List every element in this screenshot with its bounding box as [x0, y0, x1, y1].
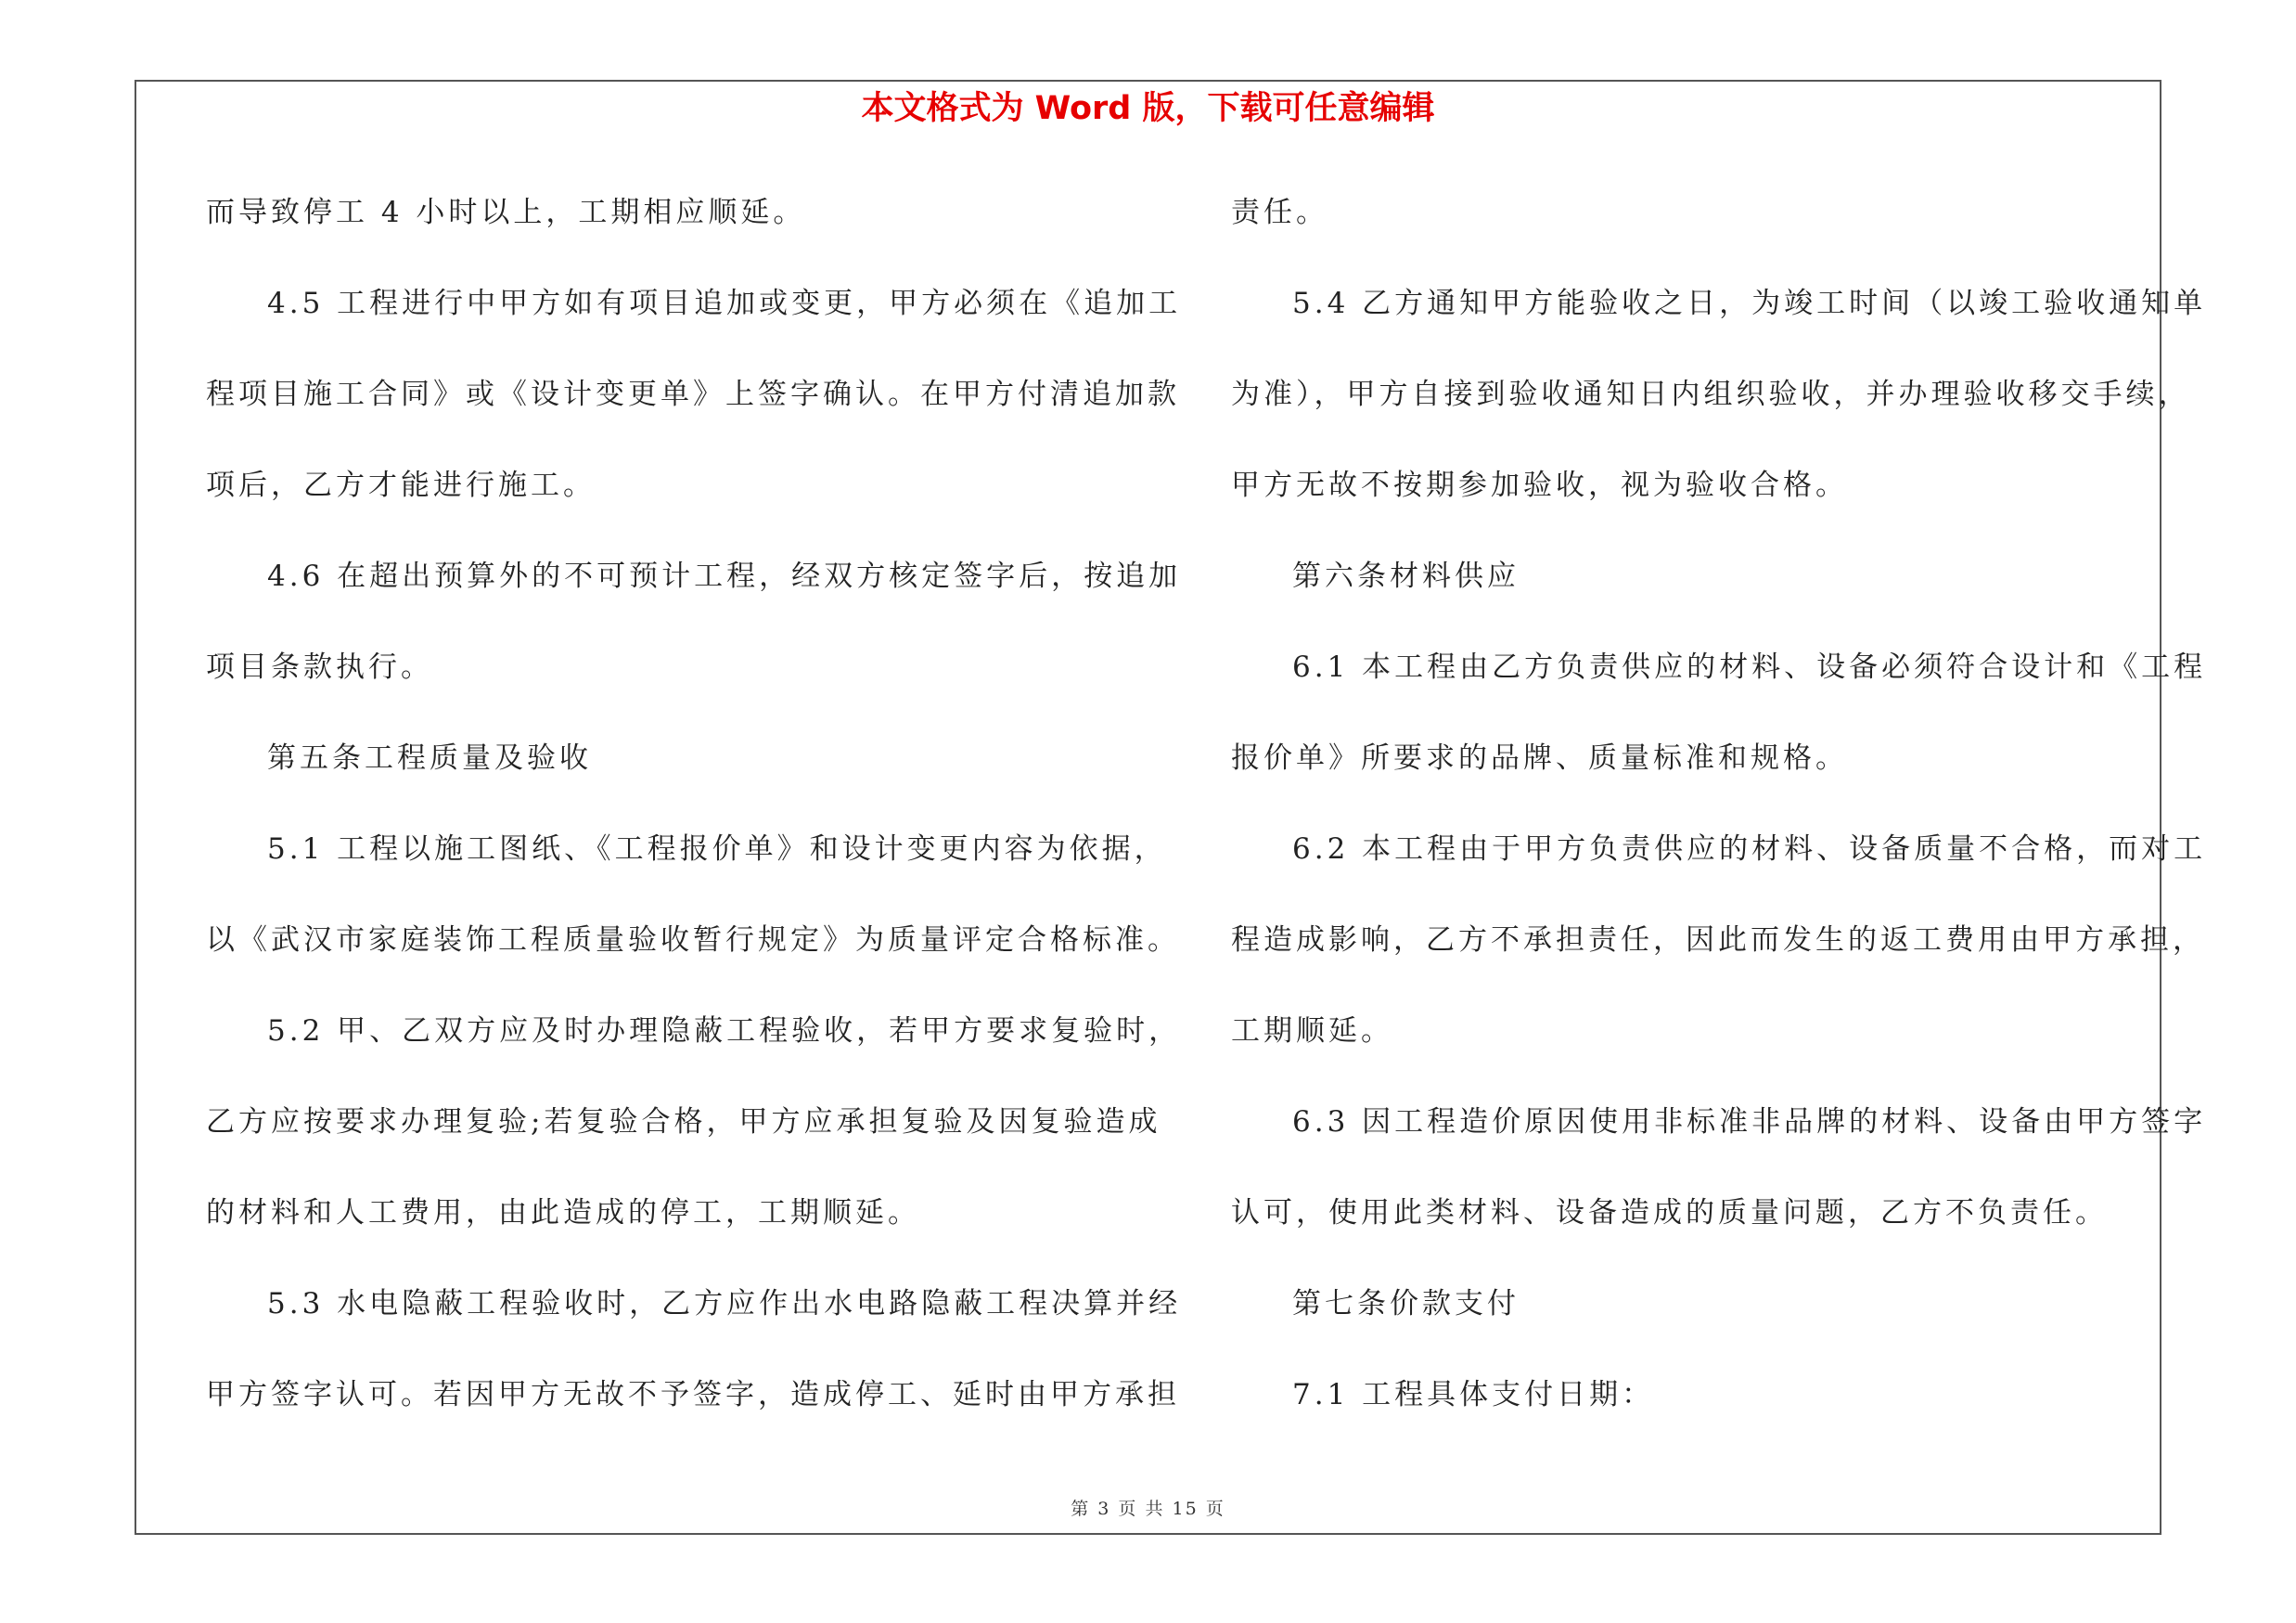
right-column: [1231, 189, 2207, 1462]
text-line: 5.1 工程以施工图纸、《工程报价单》和设计变更内容为依据，: [267, 832, 1167, 866]
text-line: 程造成影响，乙方不承担责任，因此而发生的返工费用由甲方承担，: [1231, 923, 2205, 957]
text-line: 乙方应按要求办理复验;若复验合格，甲方应承担复验及因复验造成: [206, 1105, 1161, 1139]
text-line: 6.3 因工程造价原因使用非标准非品牌的材料、设备由甲方签字: [1292, 1105, 2207, 1139]
text-line: 项后，乙方才能进行施工。: [206, 469, 596, 502]
text-line: 第五条工程质量及验收: [267, 741, 592, 775]
text-line: 为准），甲方自接到验收通知日内组织验收，并办理验收移交手续，: [1231, 378, 2191, 411]
text-line: 4.5 工程进行中甲方如有项目追加或变更，甲方必须在《追加工: [267, 287, 1182, 320]
text-line: 责任。: [1231, 196, 1328, 229]
text-line: 甲方无故不按期参加验收，视为验收合格。: [1231, 469, 1848, 502]
text-line: 第七条价款支付: [1292, 1287, 1520, 1320]
text-line: 报价单》所要求的品牌、质量标准和规格。: [1231, 741, 1848, 775]
text-line: 以《武汉市家庭装饰工程质量验收暂行规定》为质量评定合格标准。: [206, 923, 1180, 957]
text-line: 甲方签字认可。若因甲方无故不予签字，造成停工、延时由甲方承担: [206, 1378, 1180, 1411]
word-format-banner: 本文格式为 Word 版，下载可任意编辑: [861, 90, 1435, 127]
text-line: 第六条材料供应: [1292, 560, 1520, 593]
left-column: [206, 189, 1182, 1462]
text-line: 6.1 本工程由乙方负责供应的材料、设备必须符合设计和《工程: [1292, 650, 2207, 684]
text-line: 工期顺延。: [1231, 1014, 1393, 1048]
text-line: 程项目施工合同》或《设计变更单》上签字确认。在甲方付清追加款: [206, 378, 1180, 411]
text-line: 认可，使用此类材料、设备造成的质量问题，乙方不负责任。: [1231, 1196, 2108, 1230]
page-number-footer: 第 3 页 共 15 页: [1071, 1499, 1225, 1519]
text-line: 5.2 甲、乙双方应及时办理隐蔽工程验收，若甲方要求复验时，: [267, 1014, 1182, 1048]
text-line: 的材料和人工费用，由此造成的停工，工期顺延。: [206, 1196, 920, 1230]
text-line: 5.3 水电隐蔽工程验收时，乙方应作出水电路隐蔽工程决算并经: [267, 1287, 1182, 1320]
text-line: 5.4 乙方通知甲方能验收之日，为竣工时间（以竣工验收通知单: [1292, 287, 2207, 320]
text-line: 而导致停工 4 小时以上，工期相应顺延。: [206, 196, 806, 229]
text-line: 4.6 在超出预算外的不可预计工程，经双方核定签字后，按追加: [267, 560, 1182, 593]
text-line: 项目条款执行。: [206, 650, 433, 684]
text-line: 6.2 本工程由于甲方负责供应的材料、设备质量不合格，而对工: [1292, 832, 2207, 866]
text-line: 7.1 工程具体支付日期：: [1292, 1378, 1655, 1411]
